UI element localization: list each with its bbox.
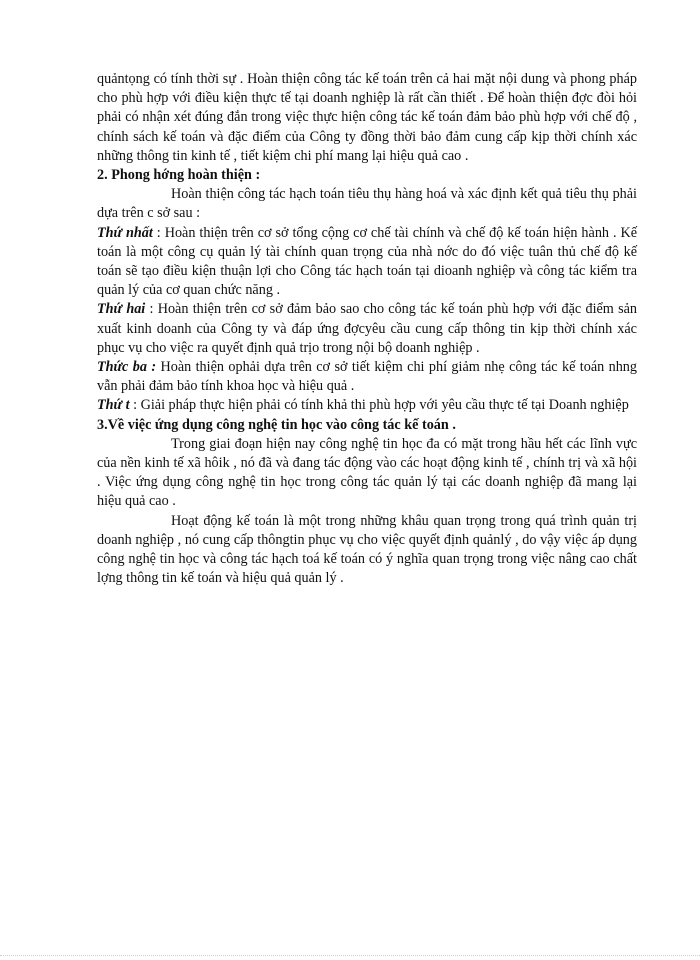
item-text-first: : Hoàn thiện trên cơ sở tổng cộng cơ chế tài chính và chế độ kế toán hiện hành . Kế toán là một công cụ quản lý tài chính quan trọng của nhà nớc do đó việc tuân thủ chế độ kế toán sẽ tạo điều kiện thuận lợi cho Công tác hạch toán tại dioanh nghiệp và công tác kiểm tra quản lý của cơ quan chức năng .	[97, 224, 638, 299]
list-item-second	[97, 300, 637, 358]
paragraph-section-3-second: Hoạt động kế toán là một trong những khâu quan trọng trong quá trình quản trị doanh nghiệp , nó cung cấp thôngtin phục vụ cho việc quyết định quảnlý , do vậy việc áp dụng công nghệ tin học và công tác hạch toá kế toán có ý nghĩa quan trọng trong việc nâng cao chất lợng thông tin kế toán và hiệu quả quản lý .	[97, 512, 637, 587]
list-item-first	[97, 224, 637, 301]
section-heading-3: 3.Về việc ứng dụng công nghệ tin học vào công tác kế toán .	[97, 416, 456, 433]
item-text-fourth: : Giải pháp thực hiện phải có tính khả thi phù hợp với yêu cầu thực tế tại Doanh nghiệp	[129, 397, 629, 414]
section-heading-2: 2. Phong hớng hoàn thiện :	[97, 167, 261, 184]
page-bottom-divider	[0, 955, 700, 956]
item-lead-second: Thứ hai	[97, 301, 146, 318]
paragraph-section-2-intro: Hoàn thiện công tác hạch toán tiêu thụ hàng hoá và xác định kết quả tiêu thụ phải dựa trên c sở sau :	[97, 186, 637, 222]
item-lead-third: Thức ba :	[97, 359, 157, 376]
item-lead-first: Thứ nhất	[97, 224, 153, 241]
document-body	[97, 70, 637, 588]
paragraph-intro: quảntọng có tính thời sự . Hoàn thiện công tác kế toán trên cả hai mặt nội dung và phong pháp cho phù hợp với điều kiện thực tế tại doanh nghiệp là rất cần thiết . Để hoàn thiện đợc đòi hỏi phải có nhận xét đúng đắn trong việc thực hiện công tác kế toán đảm bảo phù hợp với chế độ , chính sách kế toán và đặc điểm của Công ty đồng thời bảo đảm cung cấp kịp thời chính xác những thông tin kinh tế , tiết kiệm chi phí mang lại hiệu quả cao .	[97, 71, 637, 164]
item-text-third: Hoàn thiện ophải dựa trên cơ sở tiết kiệm chi phí giảm nhẹ công tác kế toán nhng vẫn phải đảm bảo tính khoa học và hiệu quả .	[97, 359, 637, 395]
paragraph-section-3-first: Trong giai đoạn hiện nay công nghệ tin học đa có mặt trong hầu hết các lĩnh vực của nền kinh tế xã hôik , nó đã và đang tác động vào các hoạt động kinh tế , chính trị và xã hội . Việc ứng dụng công nghệ tin học trong công tác quản lý tại các doanh nghiệp đã mang lại hiệu quả cao .	[97, 435, 637, 510]
list-item-third	[97, 358, 637, 396]
item-text-second: : Hoàn thiện trên cơ sở đảm bảo sao cho công tác kế toán phù hợp với đặc điểm sản xuất kinh doanh của Công ty và đáp ứng đợcyêu cầu cung cấp thông tin kịp thời chính xác phục vụ cho việc ra quyết định quả trịo trong nội bộ doanh nghiệp .	[97, 301, 638, 356]
list-item-fourth	[97, 396, 637, 415]
item-lead-fourth: Thứ t	[97, 397, 130, 414]
